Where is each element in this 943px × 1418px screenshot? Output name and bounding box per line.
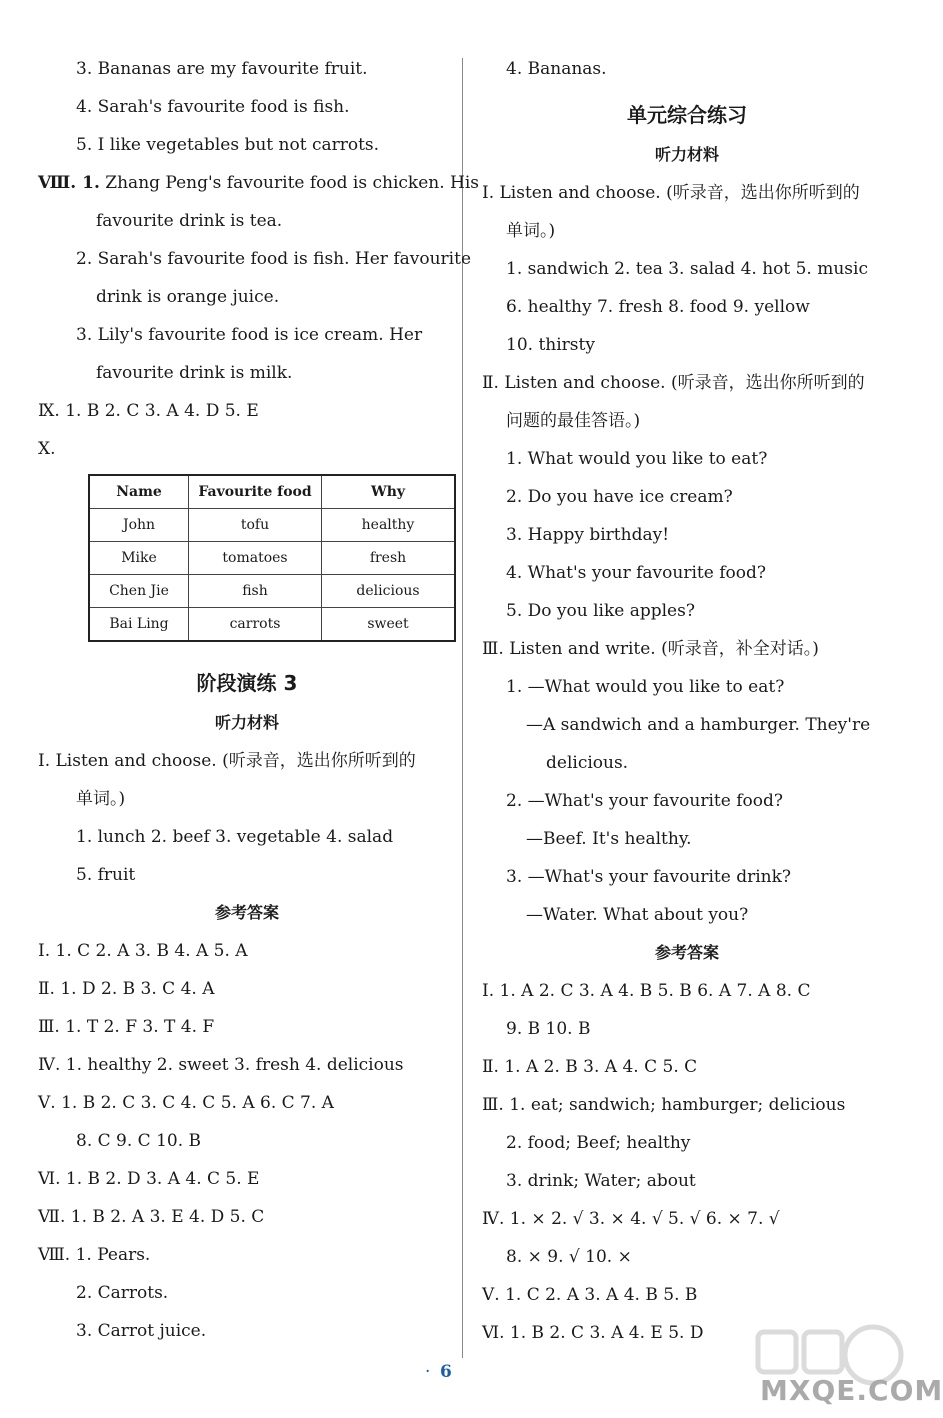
- answer-line-viii: [38, 164, 480, 202]
- table-header-row: [89, 475, 455, 509]
- table-cell: fresh: [322, 542, 456, 575]
- table-cell: delicious: [322, 575, 456, 608]
- answer-text: Zhang Peng's favourite food is chicken. His: [105, 173, 480, 193]
- right-column: [482, 50, 892, 1352]
- answer-line-x: Ⅹ.: [38, 439, 56, 459]
- listening-title: 听力材料: [214, 713, 279, 732]
- answer-line: 3. drink; Water; about: [506, 1171, 696, 1191]
- dialogue-line: —Water. What about you?: [526, 905, 749, 925]
- answer-line: Ⅳ. 1. healthy 2. sweet 3. fresh 4. delicious: [38, 1055, 404, 1075]
- question-line: 问题的最佳答语。): [506, 411, 641, 431]
- page-number: 6: [440, 1362, 452, 1382]
- answer-line: drink is orange juice.: [96, 287, 280, 307]
- table-cell: Bai Ling: [89, 608, 189, 642]
- listening-item: 3. Happy birthday!: [506, 525, 670, 545]
- answer-line: 4. Sarah's favourite food is fish.: [76, 97, 350, 117]
- listening-item: 1. What would you like to eat?: [506, 449, 768, 469]
- table-row: [89, 608, 455, 642]
- table-cell: Mike: [89, 542, 189, 575]
- listening-items: 5. fruit: [76, 865, 136, 885]
- answer-line: 2. food; Beef; healthy: [506, 1133, 691, 1153]
- left-column: [38, 50, 480, 1350]
- table-row: [89, 509, 455, 542]
- answer-line: favourite drink is tea.: [96, 211, 283, 231]
- dialogue-line: 1. —What would you like to eat?: [506, 677, 785, 697]
- listening-title: 听力材料: [654, 145, 719, 164]
- answer-line: Ⅵ. 1. B 2. C 3. A 4. E 5. D: [482, 1323, 704, 1343]
- answer-line: Ⅲ. 1. eat; sandwich; hamburger; delicious: [482, 1095, 846, 1115]
- table-cell: fish: [189, 575, 322, 608]
- table-cell: John: [89, 509, 189, 542]
- roman-label: Ⅷ. 1.: [38, 173, 100, 193]
- answer-line: Ⅳ. 1. × 2. √ 3. × 4. √ 5. √ 6. × 7. √: [482, 1209, 780, 1229]
- question-line: Ⅰ. Listen and choose. (听录音，选出你所听到的: [38, 751, 416, 771]
- section-title: 阶段演练 3: [196, 671, 298, 695]
- table-row: [89, 542, 455, 575]
- table-header: Why: [322, 475, 456, 509]
- answer-line: Ⅱ. 1. D 2. B 3. C 4. A: [38, 979, 215, 999]
- table-cell: sweet: [322, 608, 456, 642]
- answer-line: 2. Sarah's favourite food is fish. Her favourite: [76, 249, 472, 269]
- dialogue-line: —A sandwich and a hamburger. They're: [526, 715, 871, 735]
- answer-line: Ⅱ. 1. A 2. B 3. A 4. C 5. C: [482, 1057, 698, 1077]
- answer-line: favourite drink is milk.: [96, 363, 293, 383]
- listening-item: 5. Do you like apples?: [506, 601, 695, 621]
- answer-line: 4. Bananas.: [506, 59, 607, 79]
- table-row: [89, 575, 455, 608]
- favourite-food-table: [88, 474, 456, 642]
- question-line: Ⅲ. Listen and write. (听录音，补全对话。): [482, 639, 819, 659]
- answer-line: 3. Bananas are my favourite fruit.: [76, 59, 368, 79]
- page-number-dot: ·: [425, 1362, 431, 1382]
- dialogue-line: delicious.: [546, 753, 629, 773]
- dialogue-line: —Beef. It's healthy.: [526, 829, 692, 849]
- table-cell: Chen Jie: [89, 575, 189, 608]
- table-header: Favourite food: [189, 475, 322, 509]
- answer-line: Ⅰ. 1. C 2. A 3. B 4. A 5. A: [38, 941, 248, 961]
- table-cell: carrots: [189, 608, 322, 642]
- answers-title: 参考答案: [654, 943, 719, 962]
- answer-line: Ⅴ. 1. C 2. A 3. A 4. B 5. B: [482, 1285, 698, 1305]
- listening-items: 1. lunch 2. beef 3. vegetable 4. salad: [76, 827, 394, 847]
- dialogue-line: 3. —What's your favourite drink?: [506, 867, 792, 887]
- answers-title: 参考答案: [214, 903, 279, 922]
- answer-line-ix: Ⅸ. 1. B 2. C 3. A 4. D 5. E: [38, 401, 259, 421]
- question-line: Ⅱ. Listen and choose. (听录音，选出你所听到的: [482, 373, 865, 393]
- table-header: Name: [89, 475, 189, 509]
- answer-line: Ⅲ. 1. T 2. F 3. T 4. F: [38, 1017, 215, 1037]
- question-line: Ⅰ. Listen and choose. (听录音，选出你所听到的: [482, 183, 860, 203]
- answer-line: Ⅵ. 1. B 2. D 3. A 4. C 5. E: [38, 1169, 260, 1189]
- answer-line: 3. Carrot juice.: [76, 1321, 207, 1341]
- answer-line: Ⅰ. 1. A 2. C 3. A 4. B 5. B 6. A 7. A 8. C: [482, 981, 811, 1001]
- answer-line: 3. Lily's favourite food is ice cream. Her: [76, 325, 423, 345]
- listening-item: 4. What's your favourite food?: [506, 563, 766, 583]
- listening-items: 6. healthy 7. fresh 8. food 9. yellow: [506, 297, 810, 317]
- answer-line: 8. × 9. √ 10. ×: [506, 1247, 632, 1267]
- answer-line: 5. I like vegetables but not carrots.: [76, 135, 380, 155]
- question-line: 单词。): [506, 221, 556, 241]
- table-cell: healthy: [322, 509, 456, 542]
- answer-line: 2. Carrots.: [76, 1283, 169, 1303]
- answer-line: Ⅶ. 1. B 2. A 3. E 4. D 5. C: [38, 1207, 265, 1227]
- answer-line: Ⅷ. 1. Pears.: [38, 1245, 151, 1265]
- listening-items: 10. thirsty: [506, 335, 595, 355]
- answer-line: Ⅴ. 1. B 2. C 3. C 4. C 5. A 6. C 7. A: [38, 1093, 334, 1113]
- table-cell: tomatoes: [189, 542, 322, 575]
- unit-title: 单元综合练习: [627, 103, 747, 127]
- answer-line: 9. B 10. B: [506, 1019, 591, 1039]
- dialogue-line: 2. —What's your favourite food?: [506, 791, 783, 811]
- listening-items: 1. sandwich 2. tea 3. salad 4. hot 5. music: [506, 259, 868, 279]
- table-cell: tofu: [189, 509, 322, 542]
- watermark-text: MXQE.COM: [760, 1374, 943, 1407]
- listening-item: 2. Do you have ice cream?: [506, 487, 733, 507]
- question-line: 单词。): [76, 789, 126, 809]
- answer-line: 8. C 9. C 10. B: [76, 1131, 202, 1151]
